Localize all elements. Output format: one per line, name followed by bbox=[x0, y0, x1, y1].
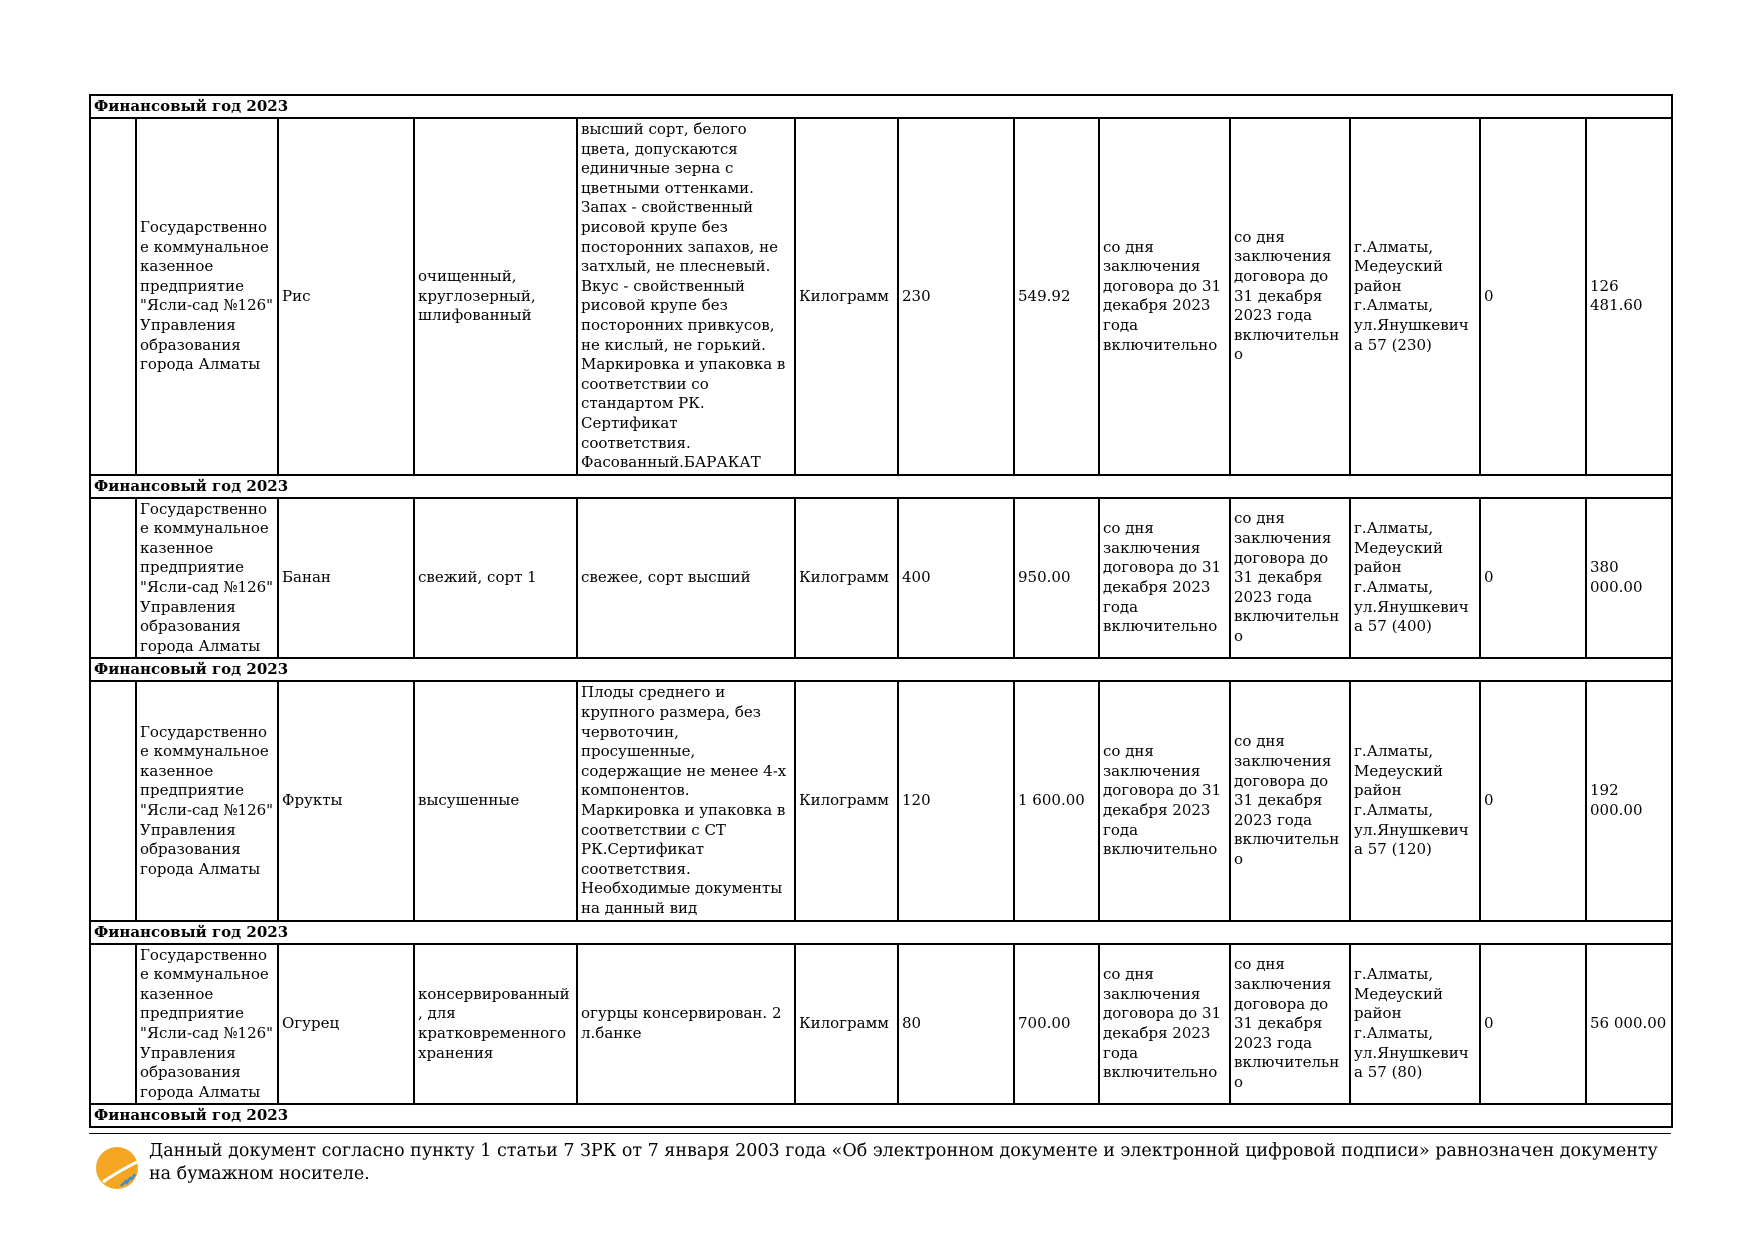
customer-cell: Государственное коммунальное казенное предприятие "Ясли-сад №126" Управления образования города Алматы bbox=[136, 498, 278, 659]
delivery-place-cell: г.Алматы, Медеуский район г.Алматы, ул.Янушкевича 57 (80) bbox=[1350, 944, 1480, 1105]
fiscal-year-row bbox=[90, 921, 1672, 944]
item-name-cell: Рис bbox=[278, 118, 414, 475]
advance-cell: 0 bbox=[1480, 681, 1586, 920]
customer-cell: Государственное коммунальное казенное предприятие "Ясли-сад №126" Управления образования города Алматы bbox=[136, 944, 278, 1105]
fiscal-year-label: Финансовый год 2023 bbox=[90, 1104, 1672, 1127]
short-description-cell: свежий, сорт 1 bbox=[414, 498, 577, 659]
advance-cell: 0 bbox=[1480, 498, 1586, 659]
quantity-cell: 230 bbox=[898, 118, 1014, 475]
procurement-table bbox=[89, 94, 1673, 1128]
footer-note: Данный документ согласно пункту 1 статьи 7 ЗРК от 7 января 2003 года «Об электронном документе и электронной цифровой подписи» равнозначен документу на бумажном носителе. bbox=[149, 1141, 1658, 1184]
unit-cell: Килограмм bbox=[795, 944, 898, 1105]
specification-cell: высший сорт, белого цвета, допускаются единичные зерна с цветными оттенками. Запах - свойственный рисовой крупе без посторонних запахов, не затхлый, не плесневый. Вкус - свойственный рисовой крупе без посторонних привкусов, не кислый, не горький. Маркировка и упаковка в соответствии со стандартом РК. Сертификат соответствия. Фасованный.БАРАКАТ bbox=[577, 118, 795, 475]
fiscal-year-row bbox=[90, 95, 1672, 118]
term-cell: со дня заключения договора до 31 декабря 2023 года включительно bbox=[1099, 944, 1230, 1105]
specification-cell: Плоды среднего и крупного размера, без червоточин, просушенные, содержащие не менее 4-х компонентов. Маркировка и упаковка в соответствии с СТ РК.Сертификат соответствия. Необходимые документы на данный вид bbox=[577, 681, 795, 920]
customer-cell: Государственное коммунальное казенное предприятие "Ясли-сад №126" Управления образования города Алматы bbox=[136, 118, 278, 475]
fiscal-year-label: Финансовый год 2023 bbox=[90, 95, 1672, 118]
table-row bbox=[90, 681, 1672, 920]
term-cell: со дня заключения договора до 31 декабря 2023 года включительно bbox=[1099, 498, 1230, 659]
row-number-cell bbox=[90, 681, 136, 920]
delivery-place-cell: г.Алматы, Медеуский район г.Алматы, ул.Янушкевича 57 (230) bbox=[1350, 118, 1480, 475]
fiscal-year-row bbox=[90, 658, 1672, 681]
delivery-term-cell: со дня заключения договора до 31 декабря 2023 года включительно bbox=[1230, 118, 1350, 475]
price-cell: 1 600.00 bbox=[1014, 681, 1099, 920]
price-cell: 549.92 bbox=[1014, 118, 1099, 475]
price-cell: 950.00 bbox=[1014, 498, 1099, 659]
term-cell: со дня заключения договора до 31 декабря 2023 года включительно bbox=[1099, 681, 1230, 920]
unit-cell: Килограмм bbox=[795, 118, 898, 475]
fiscal-year-label: Финансовый год 2023 bbox=[90, 475, 1672, 498]
row-number-cell bbox=[90, 498, 136, 659]
quantity-cell: 120 bbox=[898, 681, 1014, 920]
term-cell: со дня заключения договора до 31 декабря 2023 года включительно bbox=[1099, 118, 1230, 475]
total-amount-cell: 56 000.00 bbox=[1586, 944, 1672, 1105]
delivery-term-cell: со дня заключения договора до 31 декабря 2023 года включительно bbox=[1230, 944, 1350, 1105]
item-name-cell: Банан bbox=[278, 498, 414, 659]
fiscal-year-row bbox=[90, 1104, 1672, 1127]
item-name-cell: Огурец bbox=[278, 944, 414, 1105]
specification-cell: свежее, сорт высший bbox=[577, 498, 795, 659]
short-description-cell: очищенный, круглозерный, шлифованный bbox=[414, 118, 577, 475]
unit-cell: Килограмм bbox=[795, 681, 898, 920]
quantity-cell: 80 bbox=[898, 944, 1014, 1105]
delivery-place-cell: г.Алматы, Медеуский район г.Алматы, ул.Янушкевича 57 (400) bbox=[1350, 498, 1480, 659]
price-cell: 700.00 bbox=[1014, 944, 1099, 1105]
fiscal-year-label: Финансовый год 2023 bbox=[90, 658, 1672, 681]
row-number-cell bbox=[90, 118, 136, 475]
total-amount-cell: 380 000.00 bbox=[1586, 498, 1672, 659]
delivery-term-cell: со дня заключения договора до 31 декабря 2023 года включительно bbox=[1230, 498, 1350, 659]
delivery-place-cell: г.Алматы, Медеуский район г.Алматы, ул.Янушкевича 57 (120) bbox=[1350, 681, 1480, 920]
table-row bbox=[90, 118, 1672, 475]
advance-cell: 0 bbox=[1480, 944, 1586, 1105]
short-description-cell: консервированный, для кратковременного хранения bbox=[414, 944, 577, 1105]
table-row bbox=[90, 498, 1672, 659]
advance-cell: 0 bbox=[1480, 118, 1586, 475]
total-amount-cell: 126 481.60 bbox=[1586, 118, 1672, 475]
delivery-term-cell: со дня заключения договора до 31 декабря 2023 года включительно bbox=[1230, 681, 1350, 920]
short-description-cell: высушенные bbox=[414, 681, 577, 920]
total-amount-cell: 192 000.00 bbox=[1586, 681, 1672, 920]
table-row bbox=[90, 944, 1672, 1105]
customer-cell: Государственное коммунальное казенное предприятие "Ясли-сад №126" Управления образования города Алматы bbox=[136, 681, 278, 920]
specification-cell: огурцы консервирован. 2 л.банке bbox=[577, 944, 795, 1105]
fiscal-year-row bbox=[90, 475, 1672, 498]
quantity-cell: 400 bbox=[898, 498, 1014, 659]
item-name-cell: Фрукты bbox=[278, 681, 414, 920]
egov-logo-icon bbox=[93, 1142, 141, 1190]
row-number-cell bbox=[90, 944, 136, 1105]
unit-cell: Килограмм bbox=[795, 498, 898, 659]
footer bbox=[89, 1133, 1671, 1184]
fiscal-year-label: Финансовый год 2023 bbox=[90, 921, 1672, 944]
